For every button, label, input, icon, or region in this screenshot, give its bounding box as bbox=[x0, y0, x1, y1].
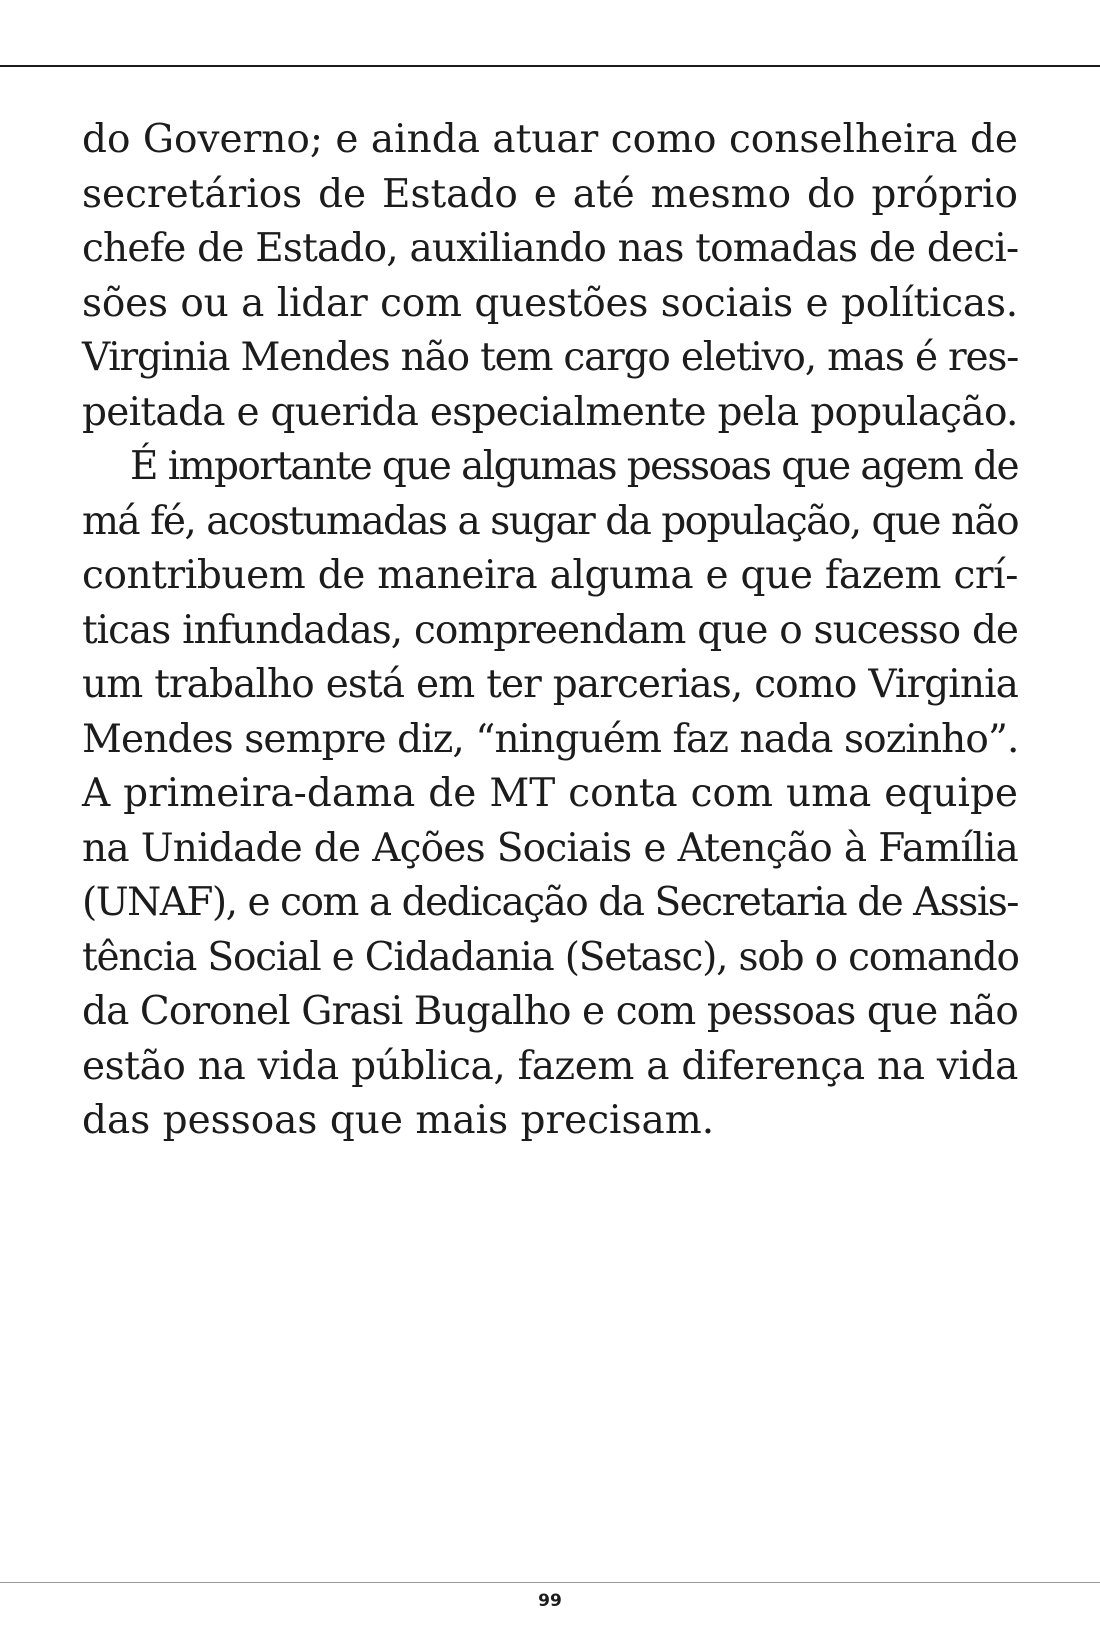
page-number: 99 bbox=[538, 1591, 562, 1611]
body-text bbox=[82, 113, 1018, 1149]
text-line: peitada e querida especialmente pela população. bbox=[82, 389, 1018, 435]
text-line: A primeira-dama de MT conta com uma equipe bbox=[82, 771, 1018, 816]
header-rule bbox=[0, 65, 1100, 67]
text-line: ticas infundadas, compreendam que o sucesso de bbox=[82, 607, 1018, 653]
text-line: Virginia Mendes não tem cargo eletivo, mas é res- bbox=[82, 335, 1019, 380]
text-line: estão na vida pública, fazem a diferença na vida bbox=[82, 1043, 1018, 1089]
text-line: um trabalho está em ter parcerias, como Virginia bbox=[82, 662, 1018, 707]
text-line: na Unidade de Ações Sociais e Atenção à Família bbox=[82, 825, 1018, 871]
text-line: É importante que algumas pessoas que agem de bbox=[130, 444, 1018, 489]
text-line: má fé, acostumadas a sugar da população, que não bbox=[82, 498, 1018, 544]
text-line: da Coronel Grasi Bugalho e com pessoas que não bbox=[82, 989, 1018, 1034]
text-line: do Governo; e ainda atuar como conselheira de bbox=[82, 117, 1018, 162]
text-line: das pessoas que mais precisam. bbox=[82, 1098, 715, 1143]
text-line: chefe de Estado, auxiliando nas tomadas de deci- bbox=[82, 226, 1019, 271]
text-line: sões ou a lidar com questões sociais e políticas. bbox=[82, 280, 1018, 326]
text-line: contribuem de maneira alguma e que fazem crí- bbox=[82, 553, 1018, 598]
footer-rule bbox=[0, 1582, 1100, 1583]
text-line: Mendes sempre diz, “ninguém faz nada sozinho”. bbox=[82, 716, 1019, 762]
text-line: tência Social e Cidadania (Setasc), sob o comando bbox=[82, 934, 1019, 980]
text-line: secretários de Estado e até mesmo do próprio bbox=[82, 171, 1018, 217]
text-line: (UNAF), e com a dedicação da Secretaria de Assis- bbox=[82, 880, 1018, 925]
